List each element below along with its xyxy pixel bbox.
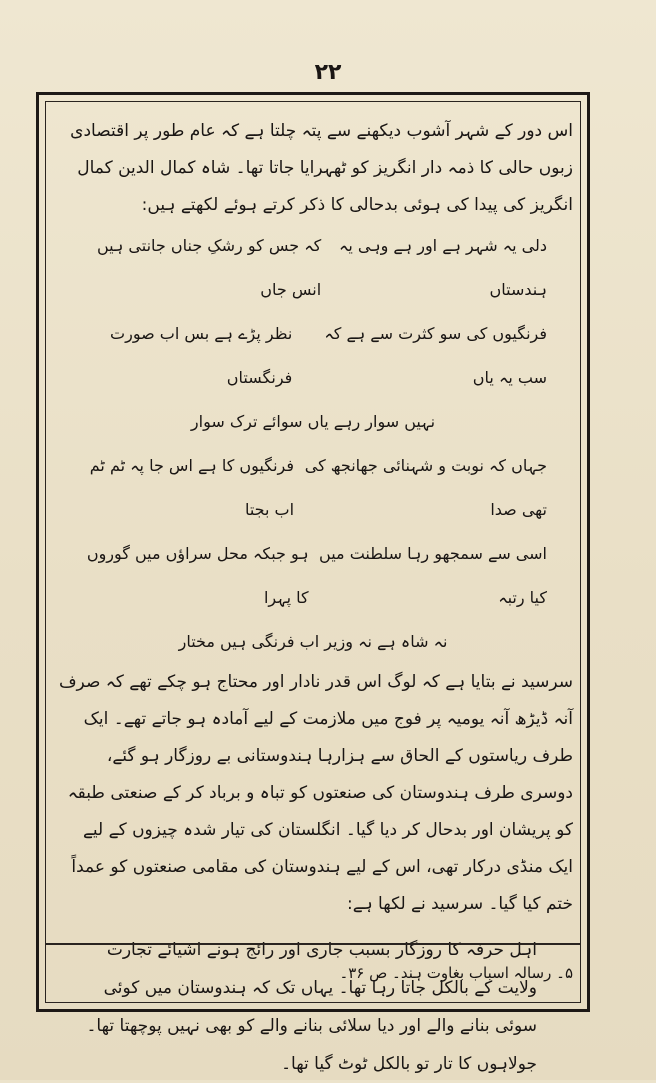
footnote: ۵۔ رسالہ اسباب بغاوت ہند۔ ص ۳۶۔: [339, 964, 573, 982]
verse-hemistich-first: اسی سے سمجھو رہا سلطنت میں کیا رتبہ: [319, 544, 547, 607]
verse-line: [53, 312, 573, 400]
footnote-divider: [45, 943, 581, 945]
verse-line: [53, 224, 573, 312]
verse-hemistich-first: جہاں کہ نوبت و شہنائی جھانجھ کی تھی صدا: [304, 456, 547, 519]
verse-hemistich-second: ہو جبکہ محل سراؤں میں گوروں کا پہرا: [86, 544, 309, 607]
verse-hemistich-second: فرنگیوں کا ہے اس جا پہ ٹم ٹم اب بجتا: [89, 456, 295, 519]
verse-hemistich-second: کہ جس کو رشکِ جناں جانتی ہیں انس جاں: [96, 236, 322, 299]
page-border: [36, 92, 590, 1074]
verse-line: [53, 444, 573, 532]
verse-line: [53, 532, 573, 620]
verse-refrain: نہ شاہ ہے نہ وزیر اب فرنگی ہیں مختار: [178, 632, 448, 651]
verse-refrain: نہیں سوار رہے یاں سوائے ترک سوار: [190, 412, 436, 431]
verse-hemistich-first: فرنگیوں کی سو کثرت سے ہے کہ سب یہ یاں: [324, 324, 547, 387]
intro-paragraph: اس دور کے شہر آشوب دیکھنے سے پتہ چلتا ہے کہ عام طور پر اقتصادی زبوں حالی کا ذمہ دار انگریز کو ٹھہرایا جاتا تھا۔ شاہ کمال الدین کمال انگریز کی پیدا کی ہوئی بدحالی کا ذکر کرتے ہوئے لکھتے ہیں:: [70, 121, 573, 215]
block-quote: اہل حرفہ کا روزگار بسبب جاری اور رائج ہونے اشیائے تجارت ولایت کے بالکل جاتا رہا تھا۔ یہاں تک کہ ہندوستان میں کوئی سوئی بنانے والے اور دیا سلائی بنانے والے کو بھی نہیں پوچھتا تھا۔ جولاہوں کا تار تو بالکل ٹوٹ گیا تھا۔: [86, 940, 537, 1074]
page-number: ۲۲: [314, 60, 342, 85]
verse-hemistich-first: دلی یہ شہر ہے اور ہے وہی یہ ہندستاں: [338, 236, 547, 299]
verse-hemistich-second: نظر پڑے ہے بس اب صورت فرنگستاں: [110, 324, 293, 387]
second-paragraph: سرسید نے بتایا ہے کہ لوگ اس قدر نادار اور محتاج ہو چکے تھے کہ صرف آنہ ڈیڑھ آنہ یومیہ پر فوج میں ملازمت کے لیے آمادہ ہو جاتے تھے۔ ایک طرف ریاستوں کے الحاق سے ہزارہا ہندوستانی بے روزگار ہو گئے، دوسری طرف ہندوستان کی صنعتوں کو تباہ و برباد کر کے صنعتی طبقہ کو پریشان اور بدحال کر دیا گیا۔ انگلستان کی تیار شدہ چیزوں کے لیے ایک منڈی درکار تھی، اس کے لیے ہندوستان کی مقامی صنعتوں کو عمداً ختم کیا گیا۔ سرسید نے لکھا ہے:: [58, 672, 573, 914]
